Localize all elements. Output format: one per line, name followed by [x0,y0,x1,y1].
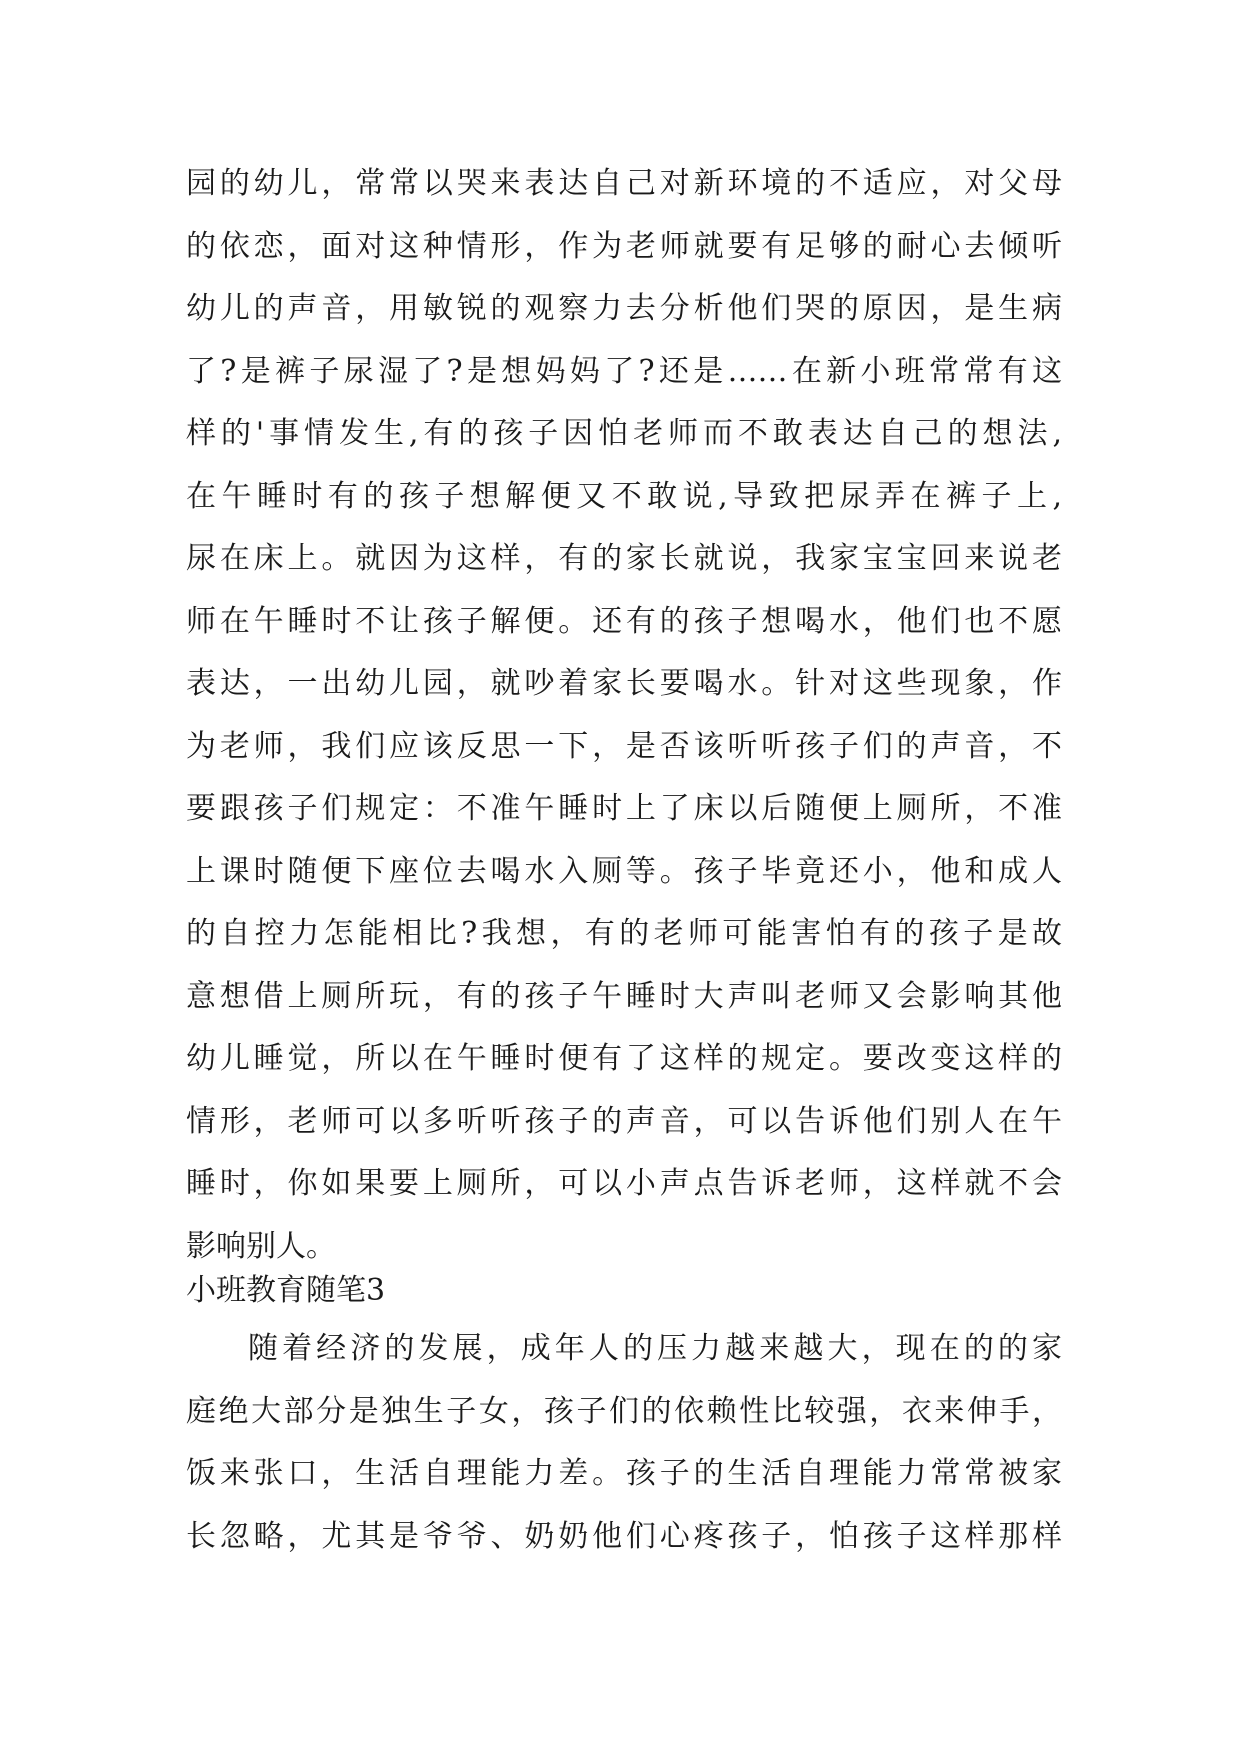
essay-2-body [186,153,1062,1278]
text-line: 表达，一出幼儿园，就吵着家长要喝水。针对这些现象，作 [186,666,1062,701]
text-line: 要跟孩子们规定：不准午睡时上了床以后随便上厕所，不准 [186,791,1062,826]
text-line: 的自控力怎能相比?我想，有的老师可能害怕有的孩子是故 [186,916,1062,951]
essay-3-title: 小班教育随笔3 [186,1273,386,1308]
text-line: 上课时随便下座位去喝水入厕等。孩子毕竟还小，他和成人 [186,853,1062,889]
text-line: 长忽略，尤其是爷爷、奶奶他们心疼孩子，怕孩子这样那样 [186,1518,1062,1554]
text-line: 样的'事情发生,有的孩子因怕老师而不敢表达自己的想法, [186,416,1062,451]
text-line: 在午睡时有的孩子想解便又不敢说,导致把尿弄在裤子上, [186,478,1062,514]
text-line: 影响别人。 [186,1228,336,1264]
text-line: 师在午睡时不让孩子解便。还有的孩子想喝水，他们也不愿 [186,603,1062,639]
text-line: 睡时，你如果要上厕所，可以小声点告诉老师，这样就不会 [186,1166,1062,1201]
text-line: 随着经济的发展，成年人的压力越来越大，现在的的家 [248,1331,1062,1366]
text-line: 尿在床上。就因为这样，有的家长就说，我家宝宝回来说老 [186,541,1062,576]
text-line: 庭绝大部分是独生子女，孩子们的依赖性比较强，衣来伸手， [186,1393,1062,1429]
text-line: 的依恋，面对这种情形，作为老师就要有足够的耐心去倾听 [186,228,1062,264]
text-line: 意想借上厕所玩，有的孩子午睡时大声叫老师又会影响其他 [186,978,1062,1014]
text-line: 为老师，我们应该反思一下，是否该听听孩子们的声音，不 [186,728,1062,764]
text-line: 园的幼儿，常常以哭来表达自己对新环境的不适应，对父母 [186,166,1062,201]
text-line: 幼儿睡觉，所以在午睡时便有了这样的规定。要改变这样的 [186,1041,1062,1076]
text-line: 了?是裤子尿湿了?是想妈妈了?还是……在新小班常常有这 [186,353,1062,389]
text-line: 饭来张口，生活自理能力差。孩子的生活自理能力常常被家 [186,1456,1062,1491]
essay-3-body [186,1318,1062,1568]
text-line: 情形，老师可以多听听孩子的声音，可以告诉他们别人在午 [186,1103,1062,1139]
text-line: 幼儿的声音，用敏锐的观察力去分析他们哭的原因，是生病 [186,291,1062,326]
